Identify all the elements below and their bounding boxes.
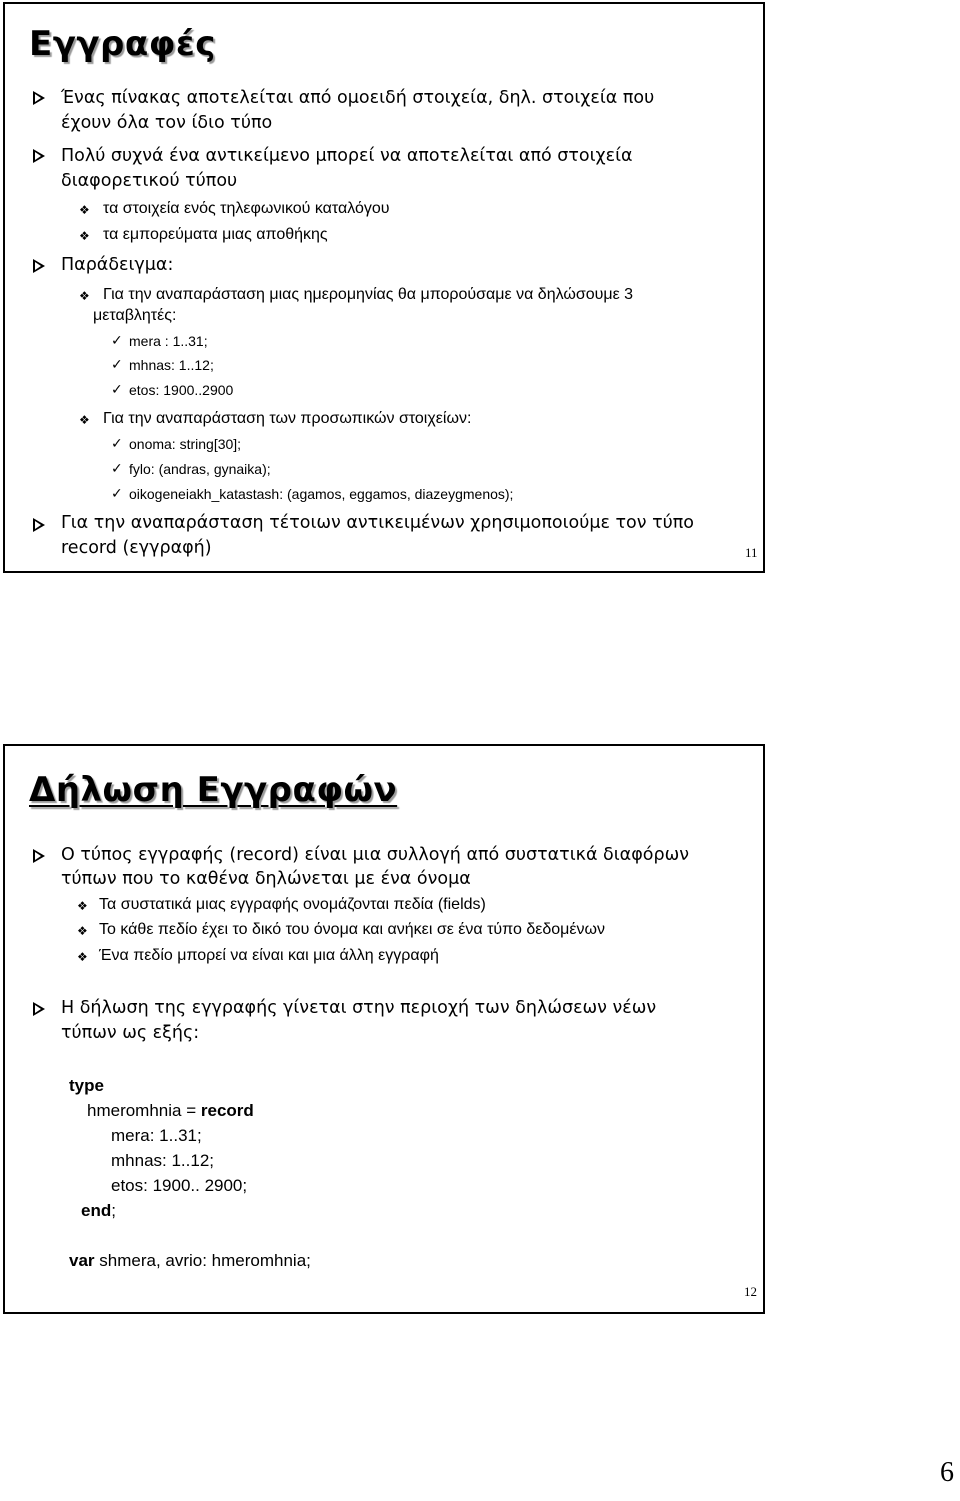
slide-number: 12 — [744, 1284, 757, 1299]
sub-bullet-text: μεταβλητές: — [93, 307, 177, 324]
sub-bullet-text: Για την αναπαράσταση μιας ημερομηνίας θα μπορούσαμε να δηλώσουμε 3 — [103, 286, 634, 303]
arrow-bullet-icon — [33, 91, 45, 105]
sub-bullet-text: τα εμπορεύματα μιας αποθήκης — [103, 226, 328, 243]
code-field-mhnas: mhnas: 1..12; — [111, 1151, 215, 1170]
diamond-bullet-icon: ❖ — [77, 924, 88, 938]
arrow-bullet-icon — [33, 849, 45, 863]
code-text: shmera, avrio: hmeromhnia; — [94, 1251, 311, 1270]
diamond-bullet-icon: ❖ — [77, 899, 88, 913]
bullet-text: Ο τύπος εγγραφής (record) είναι μια συλλογή από συστατικά διαφόρων — [61, 845, 690, 865]
check-bullet-icon: ✓ — [111, 435, 123, 451]
slide-number: 11 — [745, 545, 758, 560]
bullet-text: Για την αναπαράσταση τέτοιων αντικειμένων χρησιμοποιούμε τον τύπο — [61, 513, 694, 533]
code-field-mera: mera: 1..31; — [111, 1126, 202, 1145]
diamond-bullet-icon: ❖ — [77, 950, 88, 964]
bullet-text: Πολύ συχνά ένα αντικείμενο μπορεί να αποτελείται από στοιχεία — [61, 146, 633, 166]
slide-12 — [3, 744, 765, 1314]
check-bullet-icon: ✓ — [111, 381, 123, 397]
slide-title-text: Δήλωση Εγγραφών — [29, 770, 398, 810]
sub-bullet-text: Το κάθε πεδίο έχει το δικό του όνομα και ανήκει σε ένα τύπο δεδομένων — [99, 921, 606, 938]
code-keyword-end: end — [81, 1201, 112, 1220]
diamond-bullet-icon: ❖ — [79, 413, 90, 427]
check-item-text: etos: 1900..2900 — [129, 382, 234, 398]
bullet-text: Παράδειγμα: — [61, 255, 174, 275]
sub-bullet-text: τα στοιχεία ενός τηλεφωνικού καταλόγου — [103, 200, 390, 217]
bullet-text: έχουν όλα τον ίδιο τύπο — [61, 113, 273, 133]
diamond-bullet-icon: ❖ — [79, 229, 90, 243]
check-bullet-icon: ✓ — [111, 485, 123, 501]
sub-bullet-text: Τα συστατικά μιας εγγραφής ονομάζονται πεδία (fields) — [99, 896, 486, 913]
arrow-bullet-icon — [33, 1002, 45, 1016]
check-item-text: oikogeneiakh_katastash: (agamos, eggamos, diazeygmenos); — [129, 486, 514, 502]
code-line-var — [69, 1248, 311, 1273]
bullet-text: τύπων που το καθένα δηλώνεται με ένα όνομα — [61, 869, 471, 889]
code-text: ; — [111, 1201, 116, 1220]
bullet-text: Ένας πίνακας αποτελείται από ομοειδή στοιχεία, δηλ. στοιχεία που — [61, 88, 655, 108]
bullet-text: record (εγγραφή) — [61, 538, 212, 558]
code-field-etos: etos: 1900.. 2900; — [111, 1176, 248, 1195]
code-keyword-var: var — [69, 1251, 95, 1270]
check-item-text: fylo: (andras, gynaika); — [129, 461, 271, 477]
check-item-text: mera : 1..31; — [129, 333, 208, 349]
code-text: hmeromhnia = — [87, 1101, 201, 1120]
check-bullet-icon: ✓ — [111, 460, 123, 476]
slide-11 — [3, 2, 765, 573]
sub-bullet-text: Ένα πεδίο μπορεί να είναι και μια άλλη εγγραφή — [99, 947, 439, 964]
code-line-record — [87, 1098, 254, 1123]
bullet-text: Η δήλωση της εγγραφής γίνεται στην περιοχή των δηλώσεων νέων — [61, 998, 657, 1018]
arrow-bullet-icon — [33, 149, 45, 163]
code-line-end — [81, 1198, 116, 1223]
check-item-text: mhnas: 1..12; — [129, 357, 214, 373]
arrow-bullet-icon — [33, 518, 45, 532]
diamond-bullet-icon: ❖ — [79, 203, 90, 217]
code-keyword-record: record — [200, 1101, 254, 1120]
code-keyword-type: type — [69, 1076, 104, 1095]
diamond-bullet-icon: ❖ — [79, 289, 90, 303]
document-page-number: 6 — [940, 1457, 954, 1488]
bullet-text: τύπων ως εξής: — [61, 1023, 200, 1043]
slide-title: Εγγραφές — [29, 24, 216, 64]
check-bullet-icon: ✓ — [111, 332, 123, 348]
bullet-text: διαφορετικού τύπου — [61, 171, 238, 191]
sub-bullet-text: Για την αναπαράσταση των προσωπικών στοιχείων: — [103, 410, 472, 427]
check-item-text: onoma: string[30]; — [129, 436, 242, 452]
arrow-bullet-icon — [33, 259, 45, 273]
check-bullet-icon: ✓ — [111, 356, 123, 372]
